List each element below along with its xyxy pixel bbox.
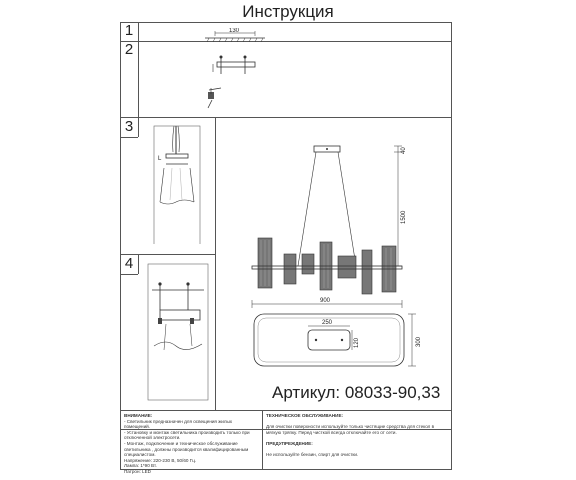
chandelier-dimension-drawing	[240, 140, 445, 380]
svg-text:L: L	[158, 156, 162, 162]
step-column-divider	[215, 117, 216, 410]
step-divider	[120, 41, 452, 42]
canopy-wiring-diagram	[146, 124, 206, 244]
inner-depth-label: 120	[354, 337, 360, 348]
step-number: 4	[124, 255, 134, 272]
step-divider	[120, 274, 138, 275]
step-divider	[120, 117, 452, 118]
suspension-length-label: 1500	[401, 210, 407, 224]
warning-line: Напряжение: 220-230 В, 50/60 Гц.	[124, 457, 197, 463]
canopy-mounting-diagram	[146, 262, 212, 402]
inner-width-label: 250	[322, 320, 333, 326]
step-number: 2	[124, 41, 134, 58]
step-divider	[120, 137, 138, 138]
step-column-divider	[138, 254, 139, 274]
warning-line: Лампа: 1*90 Вт.	[124, 463, 157, 469]
warning-line: - Установку и монтаж светильника производить только при отключенной электросети.	[124, 429, 250, 441]
warning-line: - Светильник предназначен для освещения жилых помещений.	[124, 418, 233, 430]
warning-line: - Монтаж, подключение и техническое обслуживание светильника , должны производится квалифицированным специалистом.	[124, 440, 249, 458]
warning-line: Патрон: LED	[124, 468, 151, 474]
step-column-divider	[138, 117, 139, 137]
service-heading: ТЕХНИЧЕСКОЕ ОБСЛУЖИВАНИЕ:	[266, 413, 344, 418]
service-text: Для очистки поверхности используйте только чистящие средства для стекол в мягкую тряпку. Перед чисткой всегда отключайте его от сети.	[266, 424, 435, 435]
step-column-divider	[138, 22, 139, 117]
canopy-height-label: 40	[401, 147, 407, 154]
page-title: Инструкция	[242, 2, 334, 21]
total-width-label: 900	[320, 298, 331, 304]
warning-notes	[124, 413, 258, 475]
service-notes	[266, 413, 448, 458]
warning-heading: ВНИМАНИЕ:	[124, 413, 153, 418]
article-number: Артикул: 08033-90,33	[272, 383, 441, 402]
mounting-bracket-diagram	[195, 28, 275, 113]
caution-text: Не используйте бензин, спирт для очистки.	[266, 452, 359, 458]
step-number: 1	[124, 22, 134, 39]
step-number: 3	[124, 118, 134, 135]
notes-column-divider	[262, 410, 263, 470]
total-depth-label: 300	[416, 336, 422, 347]
caution-heading: ПРЕДУПРЕЖДЕНИЕ:	[266, 440, 313, 446]
mount-width-label: 130	[229, 28, 240, 34]
